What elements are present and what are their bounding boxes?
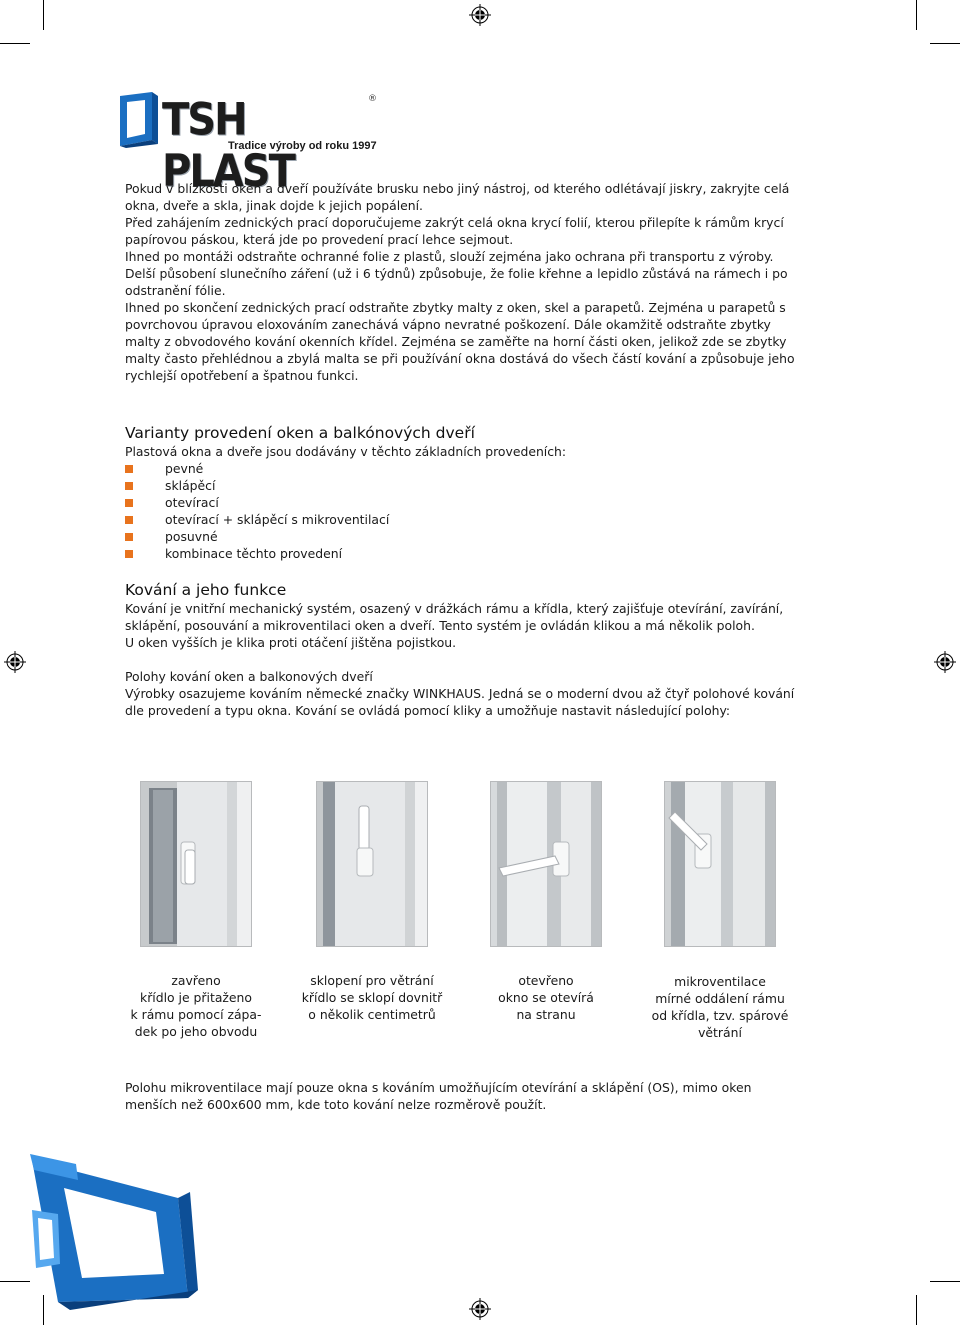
- window-frame-logo-icon: [116, 90, 160, 148]
- intro-paragraph: Delší působení slunečního záření (už i 6 týdnů) způsobuje, že folie křehne a lepidlo zůstává na rámech i po odstranění fólie.: [125, 266, 788, 298]
- intro-paragraph: Ihned po montáži odstraňte ochranné folie z plastů, slouží zejména jako ochrana při transportu z výroby.: [125, 249, 774, 264]
- registered-mark: ®: [368, 94, 377, 104]
- handle-closed-photo: [140, 781, 252, 947]
- hardware-heading: Kování a jeho funkce: [125, 581, 287, 599]
- positions-heading: Polohy kování oken a balkonových dveří: [125, 669, 373, 684]
- registration-mark-icon: [469, 4, 491, 26]
- caption-line: na stranu: [516, 1007, 576, 1022]
- registration-mark-icon: [934, 651, 956, 673]
- caption-line: křídlo se sklopí dovnitř: [301, 990, 443, 1005]
- caption-title: sklopení pro větrání: [310, 973, 434, 988]
- list-item: otevírací + sklápěcí s mikroventilací: [125, 511, 795, 528]
- logo-wordmark: TSH PLAST: [162, 94, 294, 198]
- list-item: otevírací: [125, 494, 795, 511]
- caption-line: okno se otevírá: [498, 990, 594, 1005]
- list-item: pevné: [125, 460, 795, 477]
- crop-mark: [0, 1281, 30, 1282]
- caption-tilt: [297, 972, 447, 1023]
- crop-mark: [916, 0, 917, 30]
- crop-mark: [930, 1281, 960, 1282]
- company-logo: [116, 88, 386, 198]
- variants-heading: Varianty provedení oken a balkónových dveří: [125, 424, 475, 442]
- handle-microventilation-photo: [664, 781, 776, 947]
- caption-line: dek po jeho obvodu: [134, 1024, 258, 1039]
- caption-line: k rámu pomocí zápa-: [130, 1007, 262, 1022]
- positions-block: [125, 668, 795, 719]
- caption-title: zavřeno: [171, 973, 221, 988]
- list-item: sklápěcí: [125, 477, 795, 494]
- caption-title: otevřeno: [518, 973, 574, 988]
- intro-paragraph: Ihned po skončení zednických prací odstraňte zbytky malty z oken, skel a parapetů. Zejména u parapetů s povrchovou úpravou eloxováním zanechává vápno nevratné poškození. Dále okamžitě odstraňte zbytky malty z obvodového kování okenních křídel. Zejména se zaměřte na horní části oken, jelikož zde se zbytky malty často přehlédnou a zbylá malta se při používání okna dostává do všech částí kování a způsobuje jeho rychlejší opotřebení a špatnou funkci.: [125, 300, 795, 383]
- intro-text-block: [125, 180, 795, 384]
- variants-list: [125, 460, 795, 562]
- variants-block: [125, 443, 795, 562]
- hardware-block: [125, 600, 795, 651]
- caption-microventilation: [645, 973, 795, 1041]
- footer-note-text: Polohu mikroventilace mají pouze okna s kováním umožňujícím otevírání a sklápění (OS), mimo oken menších než 600x600 mm, kde toto kování nelze rozměrově použít.: [125, 1080, 752, 1112]
- hardware-text: Kování je vnitřní mechanický systém, osazený v drážkách rámu a křídla, který zajišťuje otevírání, zavírání, sklápění, posouvání a mikroventilaci oken a dveří. Tento systém je ovládán klikou a má několik poloh.: [125, 601, 784, 633]
- decorative-frame-graphic-icon: [28, 1150, 198, 1310]
- variants-intro: Plastová okna a dveře jsou dodávány v těchto základních provedeních:: [125, 444, 567, 459]
- caption-open: [471, 972, 621, 1023]
- registration-mark-icon: [469, 1298, 491, 1320]
- caption-line: křídlo je přitaženo: [140, 990, 252, 1005]
- handle-open-photo: [490, 781, 602, 947]
- handle-tilt-photo: [316, 781, 428, 947]
- crop-mark: [930, 43, 960, 44]
- caption-line: mírné oddálení rámu: [655, 991, 785, 1006]
- intro-paragraph: Pokud v blízkosti oken a dveří používáte brusku nebo jiný nástroj, od kterého odlétávají jiskry, zakryjte celá okna, dveře a skla, jinak dojde k jejich popálení.: [125, 181, 790, 213]
- crop-mark: [43, 0, 44, 30]
- registration-mark-icon: [4, 651, 26, 673]
- caption-closed: [121, 972, 271, 1040]
- caption-line: větrání: [698, 1025, 742, 1040]
- caption-title: mikroventilace: [674, 974, 766, 989]
- caption-line: od křídla, tzv. spárové: [651, 1008, 789, 1023]
- positions-text: Výrobky osazujeme kováním německé značky WINKHAUS. Jedná se o moderní dvou až čtyř polohové kování dle provedení a typu okna. Kování se ovládá pomocí kliky a umožňuje nastavit následující polohy:: [125, 686, 795, 718]
- footer-note: [125, 1079, 795, 1113]
- hardware-text: U oken vyšších je klika proti otáčení jištěna pojistkou.: [125, 635, 457, 650]
- crop-mark: [0, 43, 30, 44]
- crop-mark: [916, 1295, 917, 1325]
- list-item: kombinace těchto provedení: [125, 545, 795, 562]
- list-item: posuvné: [125, 528, 795, 545]
- caption-line: o několik centimetrů: [308, 1007, 436, 1022]
- logo-tagline: Tradice výroby od roku 1997: [228, 140, 377, 152]
- intro-paragraph: Před zahájením zednických prací doporučujeme zakrýt celá okna krycí folií, kterou přilepíte k rámům krycí papírovou páskou, která jde po provedení prací lehce sejmout.: [125, 215, 784, 247]
